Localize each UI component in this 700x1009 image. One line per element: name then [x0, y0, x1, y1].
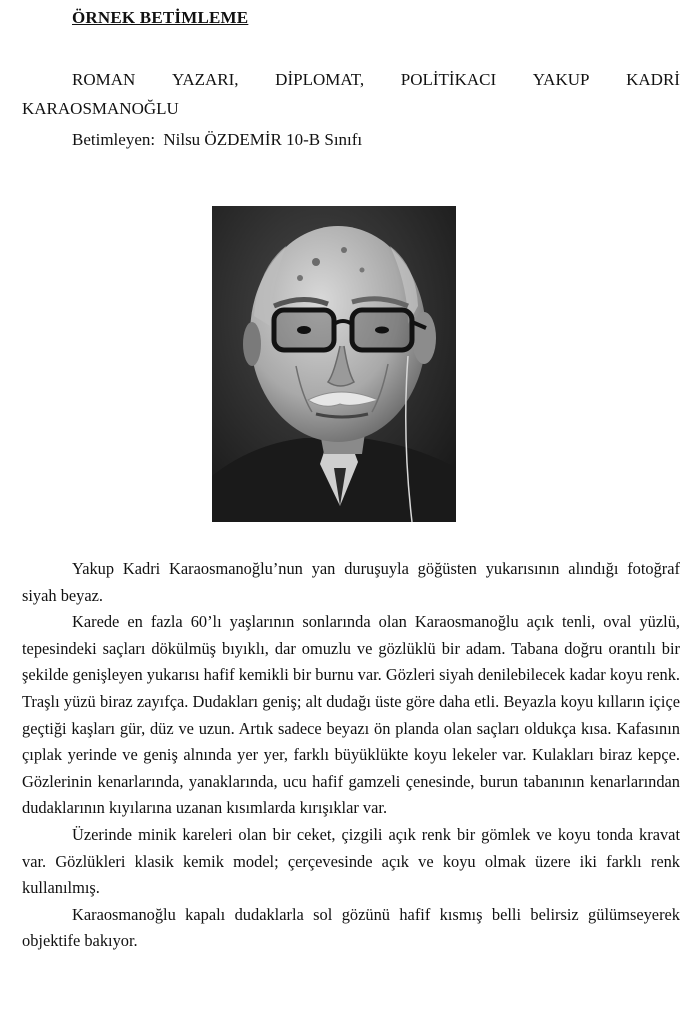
paragraph: Üzerinde minik kareleri olan bir ceket, çizgili açık renk bir gömlek ve koyu tonda kravat var. Gözlükleri klasik kemik model; çerçevesinde açık ve koyu olmak üzere iki farklı renk kullanılmış. [22, 824, 680, 898]
subject-title-continuation: KARAOSMANOĞLU [22, 99, 179, 118]
author-value: Nilsu ÖZDEMİR 10-B Sınıfı [163, 130, 363, 149]
portrait-photo [212, 206, 456, 522]
portrait-illustration [212, 206, 456, 522]
subject-title-line [72, 70, 680, 90]
subject-word: DİPLOMAT, [275, 70, 365, 89]
document-heading: ÖRNEK BETİMLEME [72, 8, 249, 27]
subject-word: ROMAN [72, 70, 136, 89]
subject-word: POLİTİKACI [400, 70, 497, 89]
paragraph: Karede en fazla 60’lı yaşlarının sonlarında olan Karaosmanoğlu açık tenli, oval yüzlü, tepesindeki saçları dökülmüş bıyıklı, dar omuzlu ve gözlüklü bir adam. Tabana doğru orantılı bir şekilde genişleyen yukarısı hafif kemikli bir burnu var. Gözleri siyah denilebilecek kadar koyu renk. Traşlı yüzü biraz zayıfça. Dudakları geniş; alt dudağı üste göre daha etli. Beyazla koyu kılların içiçe geçtiği kaşları gür, düz ve uzun. Artık sadece beyazı ön planda olan saçları oldukça kısa. Kafasının çıplak yerinde ve geniş alnında yer yer, farklı büyüklükte koyu lekeler var. Kulakları biraz kepçe. Gözlerinin kenarlarında, yanaklarında, ucu hafif gamzeli çenesinde, burun tabanının kenarlarından dudaklarının kıyılarına uzanan kısımlarda kırışıklar var. [22, 612, 680, 818]
description-body [22, 556, 680, 955]
subject-word: YAKUP [532, 70, 590, 89]
paragraph: Yakup Kadri Karaosmanoğlu’nun yan duruşuyla göğüsten yukarısının alındığı fotoğraf siyah beyaz. [22, 559, 680, 605]
author-line [72, 130, 362, 150]
subject-word: KADRİ [626, 70, 680, 89]
subject-word: YAZARI, [171, 70, 239, 89]
paragraph: Karaosmanoğlu kapalı dudaklarla sol gözünü hafif kısmış belli belirsiz gülümseyerek objektife bakıyor. [22, 904, 680, 951]
author-label: Betimleyen: [72, 130, 156, 149]
